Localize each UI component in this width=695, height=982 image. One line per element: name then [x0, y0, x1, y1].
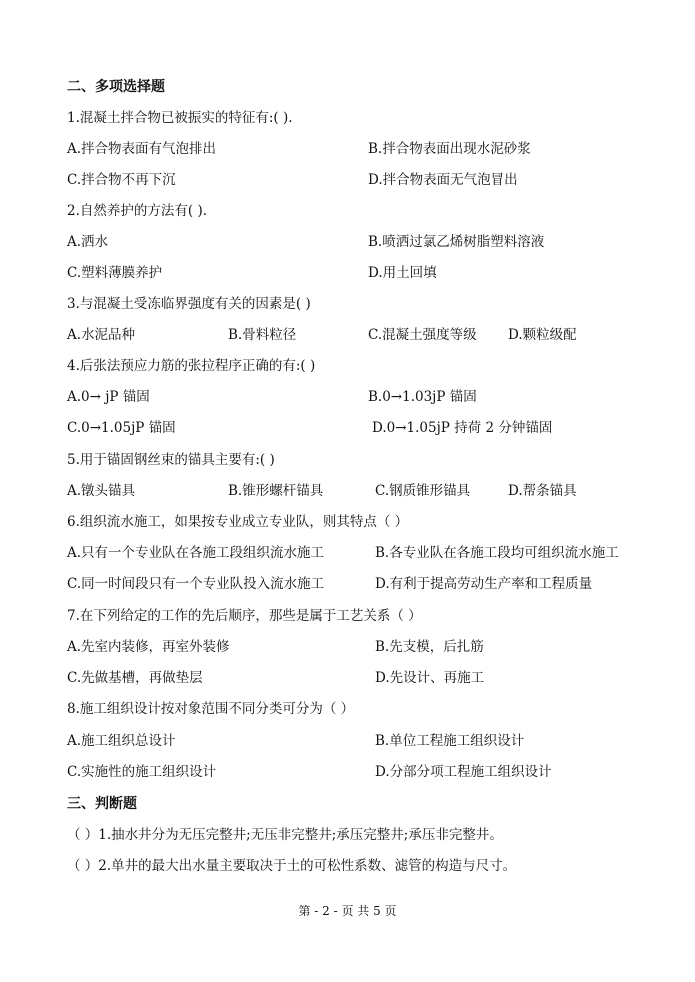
option-5a: A.镦头锚具: [67, 483, 136, 499]
question-3: 3.与混凝土受冻临界强度有关的因素是( ): [67, 296, 311, 312]
option-4c: C.0→1.05jP 锚固: [67, 420, 176, 436]
option-3c: C.混凝土强度等级: [368, 327, 477, 343]
option-6a: A.只有一个专业队在各施工段组织流水施工: [67, 545, 325, 561]
option-1b: B.拌合物表面出现水泥砂浆: [368, 141, 531, 157]
option-2a: A.洒水: [67, 234, 109, 250]
option-4b: B.0→1.03jP 锚固: [368, 389, 477, 405]
option-7c: C.先做基槽，再做垫层: [67, 670, 203, 686]
option-4d: D.0→1.05jP 持荷 2 分钟锚固: [372, 420, 553, 436]
option-4a: A.0→ jP 锚固: [67, 389, 150, 405]
option-2c: C.塑料薄膜养护: [67, 265, 163, 281]
option-6c: C.同一时间段只有一个专业队投入流水施工: [67, 576, 325, 592]
question-8: 8.施工组织设计按对象范围不同分类可分为（ ）: [67, 701, 355, 717]
page-footer: 第 - 2 - 页 共 5 页: [298, 904, 397, 918]
option-7a: A.先室内装修，再室外装修: [67, 639, 230, 655]
option-7d: D.先设计、再施工: [375, 670, 485, 686]
question-7: 7.在下列给定的工作的先后顺序，那些是属于工艺关系（ ）: [67, 608, 422, 624]
option-7b: B.先支模，后扎筋: [375, 639, 484, 655]
option-6d: D.有利于提高劳动生产率和工程质量: [375, 576, 593, 592]
option-2d: D.用土回填: [368, 265, 437, 281]
judgment-item-1: （ ）1.抽水井分为无压完整井;无压非完整井;承压完整井;承压非完整井。: [67, 827, 503, 843]
section-title-multiple-choice: 二、多项选择题: [67, 79, 165, 95]
judgment-item-2: （ ）2.单井的最大出水量主要取决于土的可松性系数、滤管的构造与尺寸。: [67, 858, 517, 874]
question-1: 1.混凝土拌合物已被振实的特征有:( ).: [67, 110, 293, 126]
option-8a: A.施工组织总设计: [67, 733, 176, 749]
option-5b: B.锥形螺杆锚具: [228, 483, 324, 499]
option-1c: C.拌合物不再下沉: [67, 172, 176, 188]
option-3a: A.水泥品种: [67, 327, 136, 343]
question-2: 2.自然养护的方法有( ).: [67, 203, 207, 219]
option-8b: B.单位工程施工组织设计: [375, 733, 525, 749]
option-1a: A.拌合物表面有气泡排出: [67, 141, 217, 157]
section-title-true-false: 三、判断题: [67, 796, 137, 812]
option-3d: D.颗粒级配: [508, 327, 577, 343]
option-2b: B.喷洒过氯乙烯树脂塑料溶液: [368, 234, 545, 250]
question-6: 6.组织流水施工，如果按专业成立专业队，则其特点（ ）: [67, 514, 409, 530]
option-3b: B.骨料粒径: [228, 327, 297, 343]
option-5c: C.钢质锥形锚具: [375, 483, 471, 499]
option-8d: D.分部分项工程施工组织设计: [375, 764, 552, 780]
option-5d: D.帮条锚具: [508, 483, 577, 499]
option-6b: B.各专业队在各施工段均可组织流水施工: [375, 545, 619, 561]
question-4: 4.后张法预应力筋的张拉程序正确的有:( ): [67, 358, 316, 374]
option-1d: D.拌合物表面无气泡冒出: [368, 172, 518, 188]
option-8c: C.实施性的施工组织设计: [67, 764, 217, 780]
question-5: 5.用于锚固钢丝束的锚具主要有:( ): [67, 452, 275, 468]
